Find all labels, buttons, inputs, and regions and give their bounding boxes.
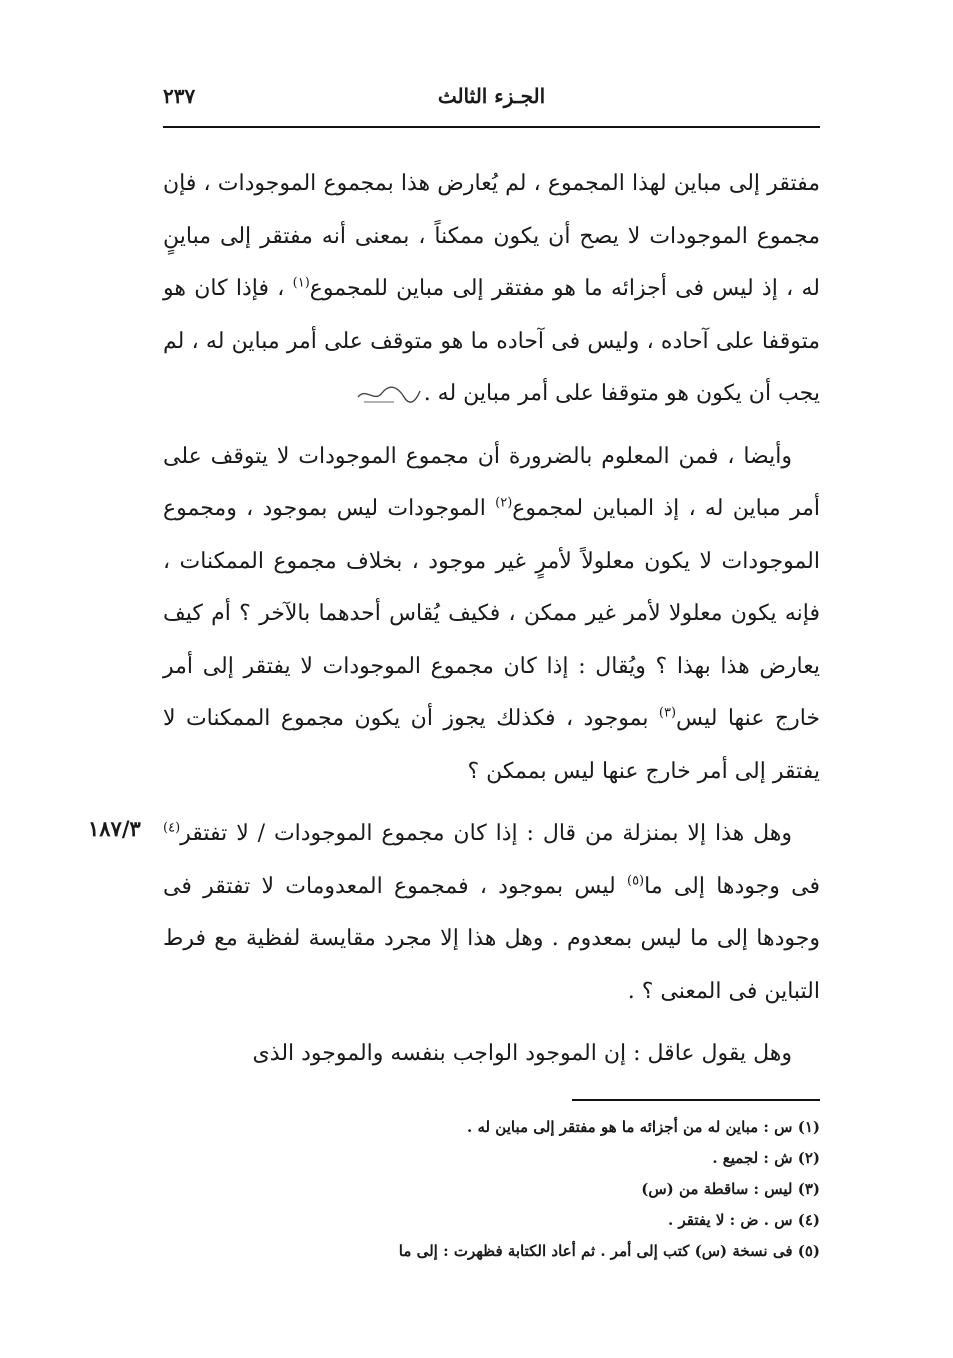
footnote-5: (٥) فى نسخة (س) كتب إلى أمر . ثم أعاد الكتابة فظهرت : إلى ما (398, 1242, 820, 1260)
footnote-ref: (٤) (163, 820, 181, 836)
body-text (163, 158, 820, 1081)
paragraph-4 (163, 1028, 820, 1081)
page-number: ٢٣٧ (163, 84, 196, 108)
footnote-ref: (٥) (626, 873, 645, 889)
footnote-ref: (١) (292, 275, 310, 291)
text-run: وأيضا ، فمن المعلوم بالضرورة أن مجموع الموجودات لا يتوقف على أمر مباين له ، إذ المباين لمجموع (163, 443, 821, 521)
text-run: مفتقر إلى مباين لهذا المجموع ، لم يُعارض هذا بمجموع الموجودات ، فإن مجموع الموجودات لا يصح أن يكون ممكناً ، بمعنى أنه مفتقر إلى مباينٍ له ، إذ ليس فى أجزائه ما هو مفتقر إلى مباين للمجموع (163, 171, 820, 301)
handwritten-mark (354, 383, 424, 405)
text-run: وهل هذا إلا بمنزلة من قال : إذا كان مجموع الموجودات / لا تفتقر (180, 821, 792, 846)
footnote-ref: (٢) (495, 495, 513, 511)
footnote-rule (572, 1099, 820, 1101)
header-rule (163, 126, 820, 128)
footnote-4: (٤) س . ض : لا يفتقر . (668, 1211, 820, 1229)
paragraph-1 (163, 158, 820, 421)
footnote-3: (٣) ليس : ساقطة من (س) (641, 1180, 820, 1198)
footnote-2: (٢) ش : لجميع . (712, 1149, 820, 1167)
text-run: ليس بموجود ، فمجموع المعدومات لا تفتقر فى وجودها إلى ما ليس بمعدوم . وهل هذا إلا مجرد مقايسة لفظية مع فرط التباين فى المعنى ؟ . (163, 873, 820, 1004)
footnote-ref: (٣) (658, 705, 677, 721)
margin-note: ١٨٧/٣ (88, 816, 141, 841)
paragraph-2 (163, 431, 820, 799)
page-header (163, 84, 820, 120)
text-run: الموجودات ليس بموجود ، ومجموع الموجودات لا يكون معلولاً لأمرٍ غير موجود ، بخلاف مجموع الممكنات ، فإنه يكون معلولا لأمر غير ممكن ، فكيف يُقاس أحدهما بالآخر ؟ أم كيف يعارض هذا بهذا ؟ ويُقال : إذا كان مجموع الموجودات لا يفتقر إلى أمر خارج عنها ليس (163, 496, 820, 731)
running-title: الجـزء الثالث (437, 84, 546, 108)
footnote-1: (١) س : مباين له من أجزائه ما هو مفتقر إلى مباين له . (467, 1118, 820, 1136)
text-run: وهل يقول عاقل : إن الموجود الواجب بنفسه والموجود الذى (252, 1041, 792, 1066)
text-run: ، فإذا كان هو متوقفا على آحاده ، وليس فى آحاده ما هو متوقف على أمر مباين له ، لم يجب أن يكون هو متوقفا على أمر مباين له . (163, 276, 820, 406)
text-run: فى وجودها إلى ما (644, 873, 820, 899)
text-run: بموجود ، فكذلك يجوز أن يكون مجموع الممكنات لا يفتقر إلى أمر خارج عنها ليس بممكن ؟ (163, 706, 820, 784)
footnotes (163, 1112, 820, 1267)
paragraph-3 (163, 808, 820, 1018)
